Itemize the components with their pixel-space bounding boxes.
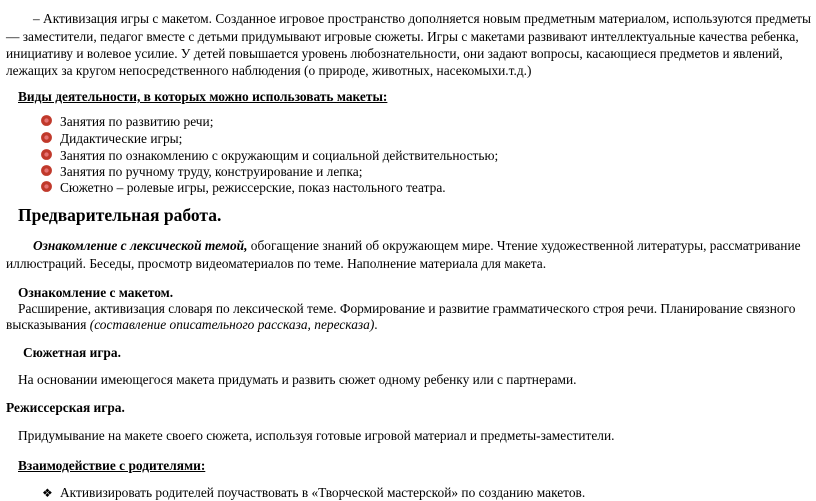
prework-p2-end: . (374, 317, 378, 332)
prework-p1-line-1 (33, 238, 801, 254)
prework-p2-italic: (составление описательного рассказа, пересказа) (89, 317, 375, 332)
prework-p1-line-2: иллюстраций. Беседы, просмотр видеоматериалов по теме. Наполнение материала для макета. (6, 256, 547, 271)
prework-p4-text: Придумывание на макете своего сюжета, используя готовые игровой материал и предметы-заместители. (18, 428, 615, 443)
prework-p3-heading: Сюжетная игра. (23, 345, 121, 360)
flower-bullet-icon (40, 114, 53, 127)
intro-line-2: — заместители, педагог вместе с детьми придумывают игровые сюжеты. Игры с макетами развивают интеллектуальные качества ребенка, (6, 29, 799, 44)
prework-p4-heading: Режиссерская игра. (6, 400, 125, 415)
list-item: Сюжетно – ролевые игры, режиссерские, показ настольного театра. (60, 180, 446, 195)
parents-item: Активизировать родителей поучаствовать в «Творческой мастерской» по созданию макетов. (60, 485, 586, 500)
list-item: Занятия по развитию речи; (60, 114, 214, 129)
list-item: Дидактические игры; (60, 131, 183, 146)
prework-p2-heading: Ознакомление с макетом. (18, 285, 174, 300)
intro-line-3: инициативу и волевое усилие. У детей повышается уровень любознательности, они задают вопросы, касающиеся предметов и явлений, (6, 46, 783, 61)
prework-p1-bold: Ознакомление с лексической темой, (33, 238, 248, 253)
parents-heading: Взаимодействие с родителями: (18, 458, 206, 473)
prework-p2-line-2 (6, 317, 378, 333)
intro-line-4: лежащих за кругом непосредственного наблюдения (о природе, животных, насекомыхи.т.д.) (6, 63, 532, 78)
prework-p2-line-1: Расширение, активизация словаря по лексической теме. Формирование и развитие грамматического строя речи. Планирование связного (18, 301, 796, 316)
prework-p2-text: высказывания (6, 317, 90, 332)
list-item: Занятия по ознакомлению с окружающим и социальной действительностью; (60, 148, 499, 163)
flower-bullet-icon (40, 131, 53, 144)
flower-bullet-icon (40, 148, 53, 161)
prework-p3-text: На основании имеющегося макета придумать и развить сюжет одному ребенку или с партнерами. (18, 372, 577, 387)
prework-p1-rest: обогащение знаний об окружающем мире. Чтение художественной литературы, рассматривание (247, 238, 801, 253)
activities-heading: Виды деятельности, в которых можно использовать макеты: (18, 89, 388, 104)
intro-line-1: – Активизация игры с макетом. Созданное игровое пространство дополняется новым предметным материалом, используются предметы (33, 11, 811, 26)
diamond-bullet-icon: ❖ (42, 486, 53, 500)
flower-bullet-icon (40, 180, 53, 193)
flower-bullet-icon (40, 164, 53, 177)
section-title: Предварительная работа. (18, 205, 222, 225)
list-item: Занятия по ручному труду, конструирование и лепка; (60, 164, 363, 179)
